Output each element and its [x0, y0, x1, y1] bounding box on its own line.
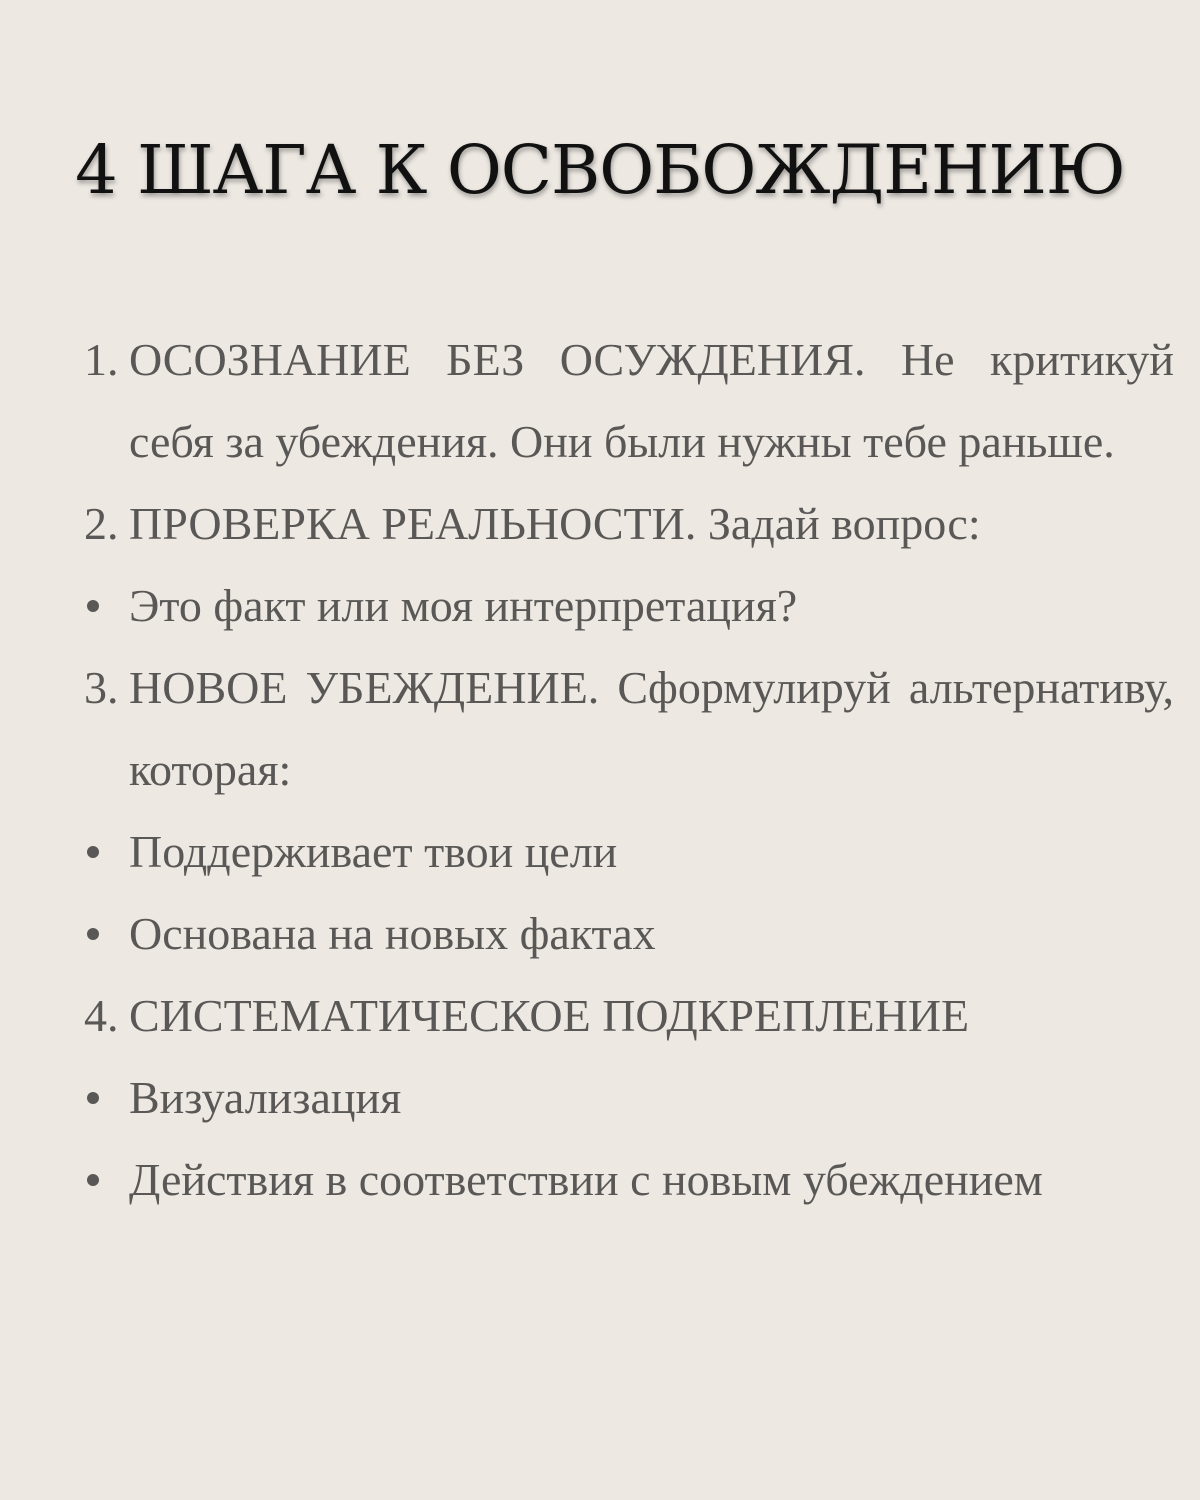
step-4 — [84, 975, 1174, 1057]
steps-list — [84, 319, 1174, 1221]
step-text: ПРОВЕРКА РЕАЛЬНОСТИ. Задай вопрос: — [129, 498, 981, 549]
bullet-item — [84, 1057, 1174, 1139]
step-number: 4. — [84, 990, 119, 1041]
bullet-icon — [84, 893, 129, 975]
bullet-text: Поддерживает твои цели — [129, 826, 618, 877]
bullet-item — [84, 893, 1174, 975]
bullet-text: Основана на новых фактах — [129, 908, 656, 959]
bullet-item — [84, 811, 1174, 893]
step-2 — [84, 483, 1174, 565]
step-number: 2. — [84, 498, 119, 549]
bullet-item — [84, 1139, 1174, 1221]
bullet-icon — [84, 811, 129, 893]
page-title: 4 ШАГА К ОСВОБОЖДЕНИЮ — [75, 131, 1125, 209]
step-text: НОВОЕ УБЕЖДЕНИЕ. Сформулируй альтернативу, которая: — [129, 662, 1174, 795]
step-text: СИСТЕМАТИЧЕСКОЕ ПОДКРЕПЛЕНИЕ — [129, 990, 970, 1041]
bullet-icon — [84, 565, 129, 647]
bullet-icon — [84, 1057, 129, 1139]
bullet-text: Это факт или моя интерпретация? — [129, 580, 798, 631]
step-number: 1. — [84, 334, 119, 385]
step-1 — [84, 319, 1174, 483]
bullet-text: Действия в соответствии с новым убеждением — [129, 1154, 1043, 1205]
step-text: ОСОЗНАНИЕ БЕЗ ОСУЖДЕНИЯ. Не критикуй себя за убеждения. Они были нужны тебе раньше. — [129, 334, 1174, 467]
bullet-text: Визуализация — [129, 1072, 402, 1123]
bullet-icon — [84, 1139, 129, 1221]
bullet-item — [84, 565, 1174, 647]
step-number: 3. — [84, 662, 119, 713]
step-3 — [84, 647, 1174, 811]
